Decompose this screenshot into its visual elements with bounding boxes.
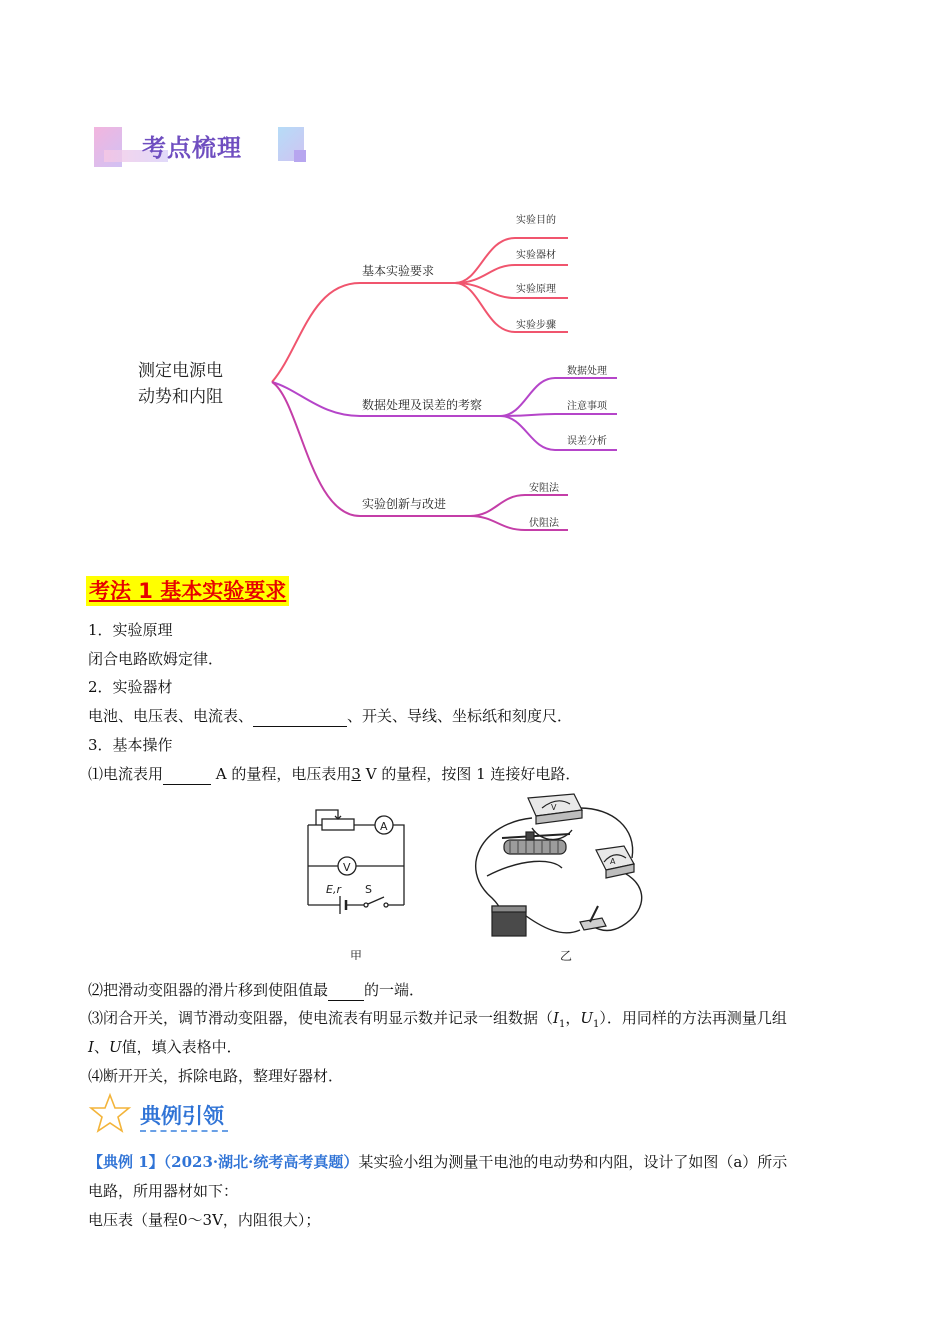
item-1-text: 闭合电路欧姆定律． bbox=[88, 650, 224, 668]
step-1-b: A 的量程，电压表用 bbox=[215, 765, 352, 783]
step-1 bbox=[88, 764, 580, 785]
example-line-2: 电路，所用器材如下： bbox=[88, 1182, 239, 1200]
apparatus-illustration-right bbox=[462, 788, 662, 966]
voltmeter-symbol: V bbox=[343, 861, 351, 874]
example-lead: 【典例 1】（2023·湖北·统考高考真题） bbox=[88, 1153, 359, 1171]
fill-blank-ammeter-range[interactable] bbox=[163, 764, 211, 785]
rheostat-device bbox=[502, 832, 570, 854]
item-1-title: 1．实验原理 bbox=[88, 621, 173, 639]
circuit-diagram-left bbox=[300, 800, 420, 960]
figure-label-yi: 乙 bbox=[560, 949, 573, 963]
mindmap-leaf-3-2: 伏阻法 bbox=[529, 518, 559, 529]
mindmap-branch-3-label: 实验创新与改进 bbox=[362, 497, 447, 511]
item-2-title: 2．实验器材 bbox=[88, 678, 173, 696]
example-line-3: 电压表（量程0～3V，内阻很大）； bbox=[88, 1211, 321, 1229]
voltmeter-range-value: 3 bbox=[351, 765, 361, 783]
step-3-a: ⑶闭合开关，调节滑动变阻器，使电流表有明显示数并记录一组数据（ bbox=[88, 1009, 554, 1027]
figure-label-jia: 甲 bbox=[350, 949, 363, 960]
example-section-title: 典例引领 bbox=[140, 1104, 224, 1128]
fill-blank-resistance[interactable] bbox=[328, 980, 364, 1001]
var-I-2: I bbox=[88, 1038, 94, 1056]
item-3-title: 3．基本操作 bbox=[88, 736, 173, 754]
switch-label: S bbox=[365, 883, 372, 896]
var-I-sub: 1 bbox=[558, 1019, 566, 1030]
mindmap-branch-2-lines bbox=[272, 378, 617, 450]
method-heading: 考法 1 基本实验要求 bbox=[86, 576, 289, 606]
mindmap-leaf-2-2: 注意事项 bbox=[567, 401, 607, 412]
ammeter-device-label: A bbox=[610, 857, 616, 866]
item-2-text bbox=[88, 706, 572, 727]
var-U: U bbox=[580, 1009, 593, 1027]
mindmap-root-line1: 测定电源电 bbox=[138, 361, 223, 381]
step-3-b: ）．用同样的方法再测量几组 bbox=[599, 1009, 787, 1027]
step-4: ⑷断开开关，拆除电路，整理好器材． bbox=[88, 1067, 344, 1085]
mindmap-branch-2-label: 数据处理及误差的考察 bbox=[362, 398, 483, 412]
mindmap-branch-1-label: 基本实验要求 bbox=[362, 264, 435, 278]
step-1-c: V 的量程，按图 1 连接好电路． bbox=[365, 765, 581, 783]
battery-device bbox=[492, 906, 526, 936]
mindmap-leaf-1-1: 实验目的 bbox=[516, 215, 556, 226]
item-2-text-b: 、开关、导线、坐标纸和刻度尺． bbox=[347, 707, 573, 725]
mindmap-leaf-1-3: 实验原理 bbox=[516, 284, 556, 295]
mindmap-leaf-1-4: 实验步骤 bbox=[516, 320, 556, 331]
example-line-1-rest: 某实验小组为测量干电池的电动势和内阻，设计了如图（a）所示 bbox=[358, 1153, 788, 1171]
step-3-mid: 、 bbox=[93, 1038, 109, 1056]
mindmap-leaf-3-1: 安阻法 bbox=[529, 483, 559, 494]
source-label: E,r bbox=[326, 883, 341, 896]
mindmap-root-line2: 动势和内阻 bbox=[138, 387, 223, 407]
fill-blank-equipment[interactable] bbox=[253, 706, 347, 727]
mindmap-leaf-2-1: 数据处理 bbox=[567, 366, 607, 377]
var-I: I bbox=[553, 1009, 559, 1027]
step-2 bbox=[88, 980, 424, 1001]
step-3-line1 bbox=[88, 1008, 787, 1035]
star-icon bbox=[88, 1092, 132, 1134]
switch-device bbox=[580, 906, 606, 930]
mindmap-leaf-2-3: 误差分析 bbox=[567, 436, 607, 447]
banner-decoration-right-square bbox=[294, 150, 306, 162]
step-3-end: 值，填入表格中． bbox=[121, 1038, 242, 1056]
step-2-b: 的一端． bbox=[364, 981, 425, 999]
example-line-1 bbox=[88, 1152, 787, 1172]
section-banner-title: 考点梳理 bbox=[142, 134, 242, 162]
example-title-underline bbox=[140, 1130, 228, 1132]
step-1-a: ⑴电流表用 bbox=[88, 765, 164, 783]
var-U-2: U bbox=[108, 1038, 122, 1056]
mindmap-leaf-1-2: 实验器材 bbox=[516, 250, 556, 261]
step-2-a: ⑵把滑动变阻器的滑片移到使阻值最 bbox=[88, 981, 329, 999]
step-3-sep: ， bbox=[565, 1009, 581, 1027]
item-2-text-a: 电池、电压表、电流表、 bbox=[88, 707, 254, 725]
ammeter-symbol: A bbox=[380, 820, 388, 833]
voltmeter-device-label: V bbox=[551, 803, 557, 812]
var-U-sub: 1 bbox=[593, 1019, 600, 1030]
step-3-line2 bbox=[88, 1037, 242, 1057]
mind-map bbox=[0, 200, 950, 550]
